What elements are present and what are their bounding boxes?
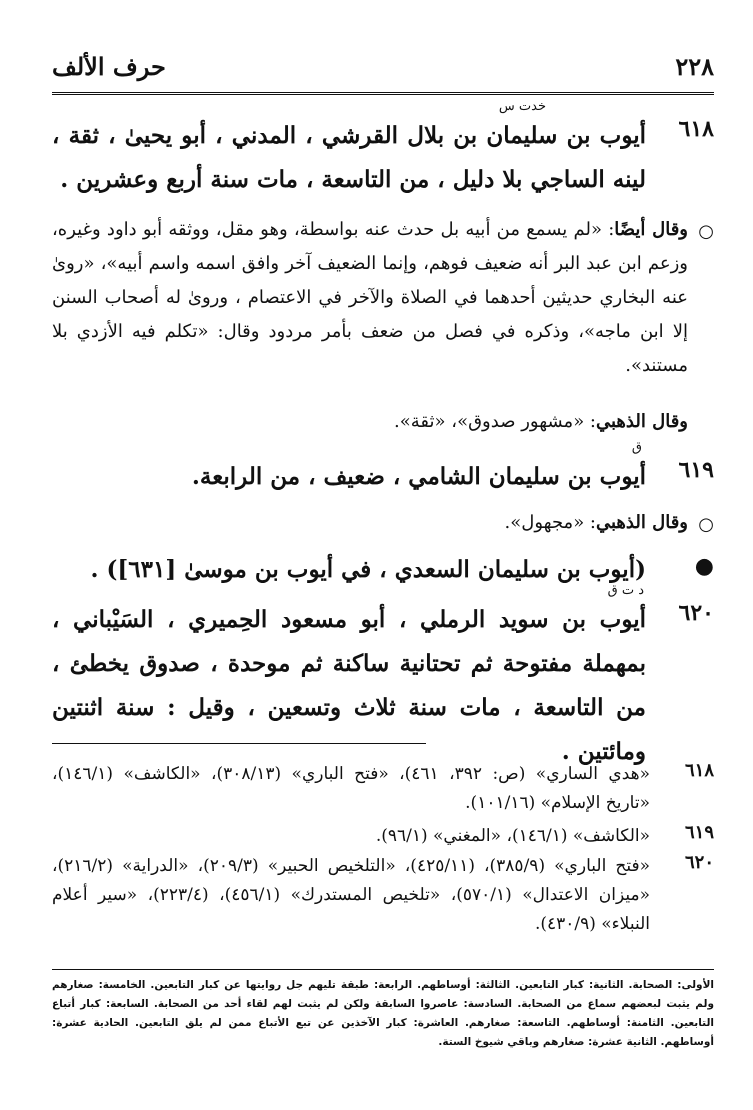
- entry-number: ٦١٨: [678, 116, 714, 142]
- entry-body: [52, 441, 646, 499]
- entry-text: أيوب بن سويد الرملي ، أبو مسعود الحِميري ، السَيْباني ، بمهملة مفتوحة ثم تحتانية ساكنة ثم موحدة ، صدوق يخطئ ، من التاسعة ، مات سنة ثلاث وتسعين ، وقيل : سنة اثنتين ومائتين .: [52, 606, 646, 765]
- note-text: وقال الذهبي: «مجهول».: [504, 512, 688, 533]
- references-rule: [52, 743, 426, 744]
- reference-text: «الكاشف» (١٤٦/١)، «المغني» (٩٦/١).: [375, 826, 650, 846]
- reference-619: [52, 822, 714, 852]
- book-page: [52, 0, 714, 1110]
- entry-618: [52, 100, 714, 196]
- page-number: ٢٢٨: [675, 52, 714, 81]
- reference-618: [52, 760, 714, 820]
- reference-620: [52, 852, 714, 944]
- entry-body: [52, 100, 646, 202]
- footnote-rule: [52, 969, 714, 970]
- note-circle-icon: ○: [698, 221, 714, 242]
- cross-reference-text: (أيوب بن سليمان السعدي ، في أيوب بن موسىٰ [٦٣١]) .: [90, 556, 646, 583]
- reference-number: ٦١٨: [684, 760, 714, 781]
- narrator-symbols: د ت ق: [607, 583, 644, 598]
- entry-number: ٦١٩: [678, 457, 714, 483]
- narrator-symbols: ق: [631, 440, 642, 455]
- note-618-dhahabi: [52, 405, 714, 439]
- entry-number: ٦٢٠: [678, 600, 714, 626]
- section-title: حرف الألف: [52, 52, 166, 81]
- bullet-icon: ●: [694, 554, 714, 579]
- note-text: وقال الذهبي: «مشهور صدوق»، «ثقة».: [394, 411, 688, 432]
- entry-text: أيوب بن سليمان بن بلال القرشي ، المدني ، أبو يحيىٰ ، ثقة ، لينه الساجي بلا دليل ، من التاسعة ، مات سنة أربع وعشرين .: [52, 122, 646, 193]
- reference-number: ٦٢٠: [684, 852, 714, 873]
- note-619: [52, 506, 714, 540]
- reference-text: «هدي الساري» (ص: ٣٩٢، ٤٦١)، «فتح الباري» (٣٠٨/١٣)، «الكاشف» (١٤٦/١)، «تاريخ الإسلام» (١٠١/١٦).: [52, 764, 650, 813]
- reference-text: «فتح الباري» (٣٨٥/٩)، (٤٢٥/١١)، «التلخيص الحبير» (٢٠٩/٣)، «الدراية» (٢١٦/٢)، «ميزان الاعتدال» (٥٧٠/١)، «تلخيص المستدرك» (٤٥٦/١)، (٢٢٣/٤)، «سير أعلام النبلاء» (٤٣٠/٩).: [52, 856, 651, 934]
- tabaqat-footnote: الأولى: الصحابة. الثانية: كبار التابعين. الثالثة: أوساطهم. الرابعة: طبقة تليهم جل روايتها عن كبار التابعين. الخامسة: صغارهم ولم يثبت لبعضهم سماع من الصحابة. السادسة: عاصروا السابقة ولكن لم يثبت لهم لقاء أحد من الصحابة. السابعة: كبار أتباع التابعين. الثامنة: أوساطهم. التاسعة: صغارهم. العاشرة: كبار الآخذين عن تبع الأتباع ممن لم يلق التابعين. الحادية عشرة: أوساطهم. الثانية عشرة: صغارهم وباقي شيوخ الستة.: [52, 979, 714, 1048]
- entry-body: [52, 584, 646, 774]
- header-rule: [52, 92, 714, 95]
- page-header: [52, 52, 714, 88]
- note-circle-icon: ○: [698, 514, 714, 535]
- narrator-symbols: خدت س: [498, 99, 546, 114]
- note-text: وقال أيضًا: «لم يسمع من أبيه بل حدث عنه بواسطة، وهو مقل، ووثقه أبو داود وغيره، وزعم ابن عبد البر أنه ضعيف فوهم، وإنما الضعيف آخر وافق اسمه واسم أبيه»، «رویٰ عنه البخاري حديثين أحدهما في الصلاة والآخر في الاعتصام ، وروىٰ له أصحاب السنن إلا ابن ماجه»، وذكره في فصل من ضعف بأمر مردود وقال: «تكلم فيه الأزدي بلا مستند».: [52, 219, 688, 376]
- reference-number: ٦١٩: [684, 822, 714, 843]
- entry-619: [52, 441, 714, 497]
- note-618: [52, 213, 714, 419]
- entry-text: أيوب بن سليمان الشامي ، ضعيف ، من الرابعة.: [191, 463, 646, 490]
- entry-620: [52, 583, 714, 765]
